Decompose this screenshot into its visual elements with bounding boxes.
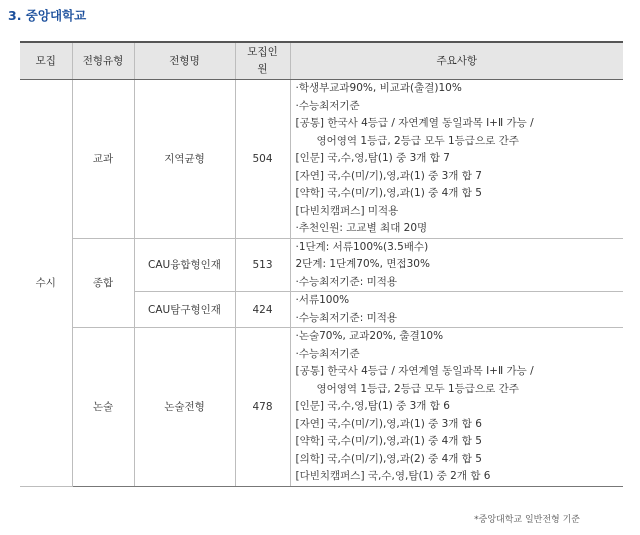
note-line: ·수능최저기준 bbox=[295, 347, 360, 360]
note-line: ·수능최저기준 bbox=[295, 99, 360, 112]
note-line: ·수능최저기준: 미적용 bbox=[295, 311, 397, 324]
type-cell: 교과 bbox=[72, 80, 134, 239]
header-row bbox=[20, 42, 623, 80]
table-row bbox=[20, 328, 623, 487]
note-line: [의학] 국,수(미/기),영,과(2) 중 4개 합 5 bbox=[295, 452, 482, 465]
header-notes: 주요사항 bbox=[290, 42, 623, 80]
admission-table bbox=[20, 41, 623, 487]
count-cell: 478 bbox=[235, 328, 290, 487]
header-name: 전형명 bbox=[134, 42, 235, 80]
note-line: [약학] 국,수(미/기),영,과(1) 중 4개 합 5 bbox=[295, 435, 482, 447]
note-line: 영어영역 1등급, 2등급 모두 1등급으로 간주 bbox=[316, 382, 519, 395]
notes-cell bbox=[290, 238, 623, 292]
count-cell: 504 bbox=[235, 80, 290, 239]
note-line: [인문] 국,수,영,탐(1) 중 3개 합 6 bbox=[295, 400, 450, 412]
type-cell: 종합 bbox=[72, 238, 134, 328]
header-count: 모집인원 bbox=[235, 42, 290, 80]
notes-cell bbox=[290, 80, 623, 239]
count-cell: 513 bbox=[235, 238, 290, 292]
name-cell: 지역균형 bbox=[134, 80, 235, 239]
note-line: [다빈치캠퍼스] 미적용 bbox=[295, 204, 399, 217]
category-cell: 수시 bbox=[20, 80, 72, 487]
footnote: *중앙대학교 일반전형 기준 bbox=[474, 515, 580, 525]
table-row bbox=[20, 238, 623, 292]
note-line: [인문] 국,수,영,탐(1) 중 3개 합 7 bbox=[295, 152, 450, 164]
note-line: ·학생부교과90%, 비교과(출결)10% bbox=[295, 82, 462, 94]
note-line: [약학] 국,수(미/기),영,과(1) 중 4개 합 5 bbox=[295, 187, 482, 199]
note-line: [자연] 국,수(미/기),영,과(1) 중 3개 합 7 bbox=[295, 169, 482, 182]
note-line: ·수능최저기준: 미적용 bbox=[295, 275, 397, 288]
note-line: [자연] 국,수(미/기),영,과(1) 중 3개 합 6 bbox=[295, 417, 482, 430]
table-row bbox=[20, 80, 623, 239]
notes-cell bbox=[290, 292, 623, 328]
note-line: ·서류100% bbox=[295, 294, 350, 306]
name-cell: 논술전형 bbox=[134, 328, 235, 487]
count-cell: 424 bbox=[235, 292, 290, 328]
note-line: [다빈치캠퍼스] 국,수,영,탐(1) 중 2개 합 6 bbox=[295, 470, 491, 482]
note-line: ·논술70%, 교과20%, 출결10% bbox=[295, 330, 444, 342]
header-category: 모집 bbox=[20, 42, 72, 80]
note-line: 영어영역 1등급, 2등급 모두 1등급으로 간주 bbox=[316, 134, 519, 147]
name-cell: CAU탐구형인재 bbox=[134, 292, 235, 328]
name-cell: CAU융합형인재 bbox=[134, 238, 235, 292]
section-title: 3. 중앙대학교 bbox=[8, 8, 87, 23]
note-line: [공통] 한국사 4등급 / 자연계열 동일과목 Ⅰ+Ⅱ 가능 / bbox=[295, 365, 534, 377]
type-cell: 논술 bbox=[72, 328, 134, 487]
note-line: [공통] 한국사 4등급 / 자연계열 동일과목 Ⅰ+Ⅱ 가능 / bbox=[295, 117, 534, 129]
note-line: 2단계: 1단계70%, 면접30% bbox=[295, 258, 430, 270]
notes-cell bbox=[290, 328, 623, 487]
note-line: ·추천인원: 고교별 최대 20명 bbox=[295, 222, 428, 234]
header-type: 전형유형 bbox=[72, 42, 134, 80]
note-line: ·1단계: 서류100%(3.5배수) bbox=[295, 240, 429, 253]
